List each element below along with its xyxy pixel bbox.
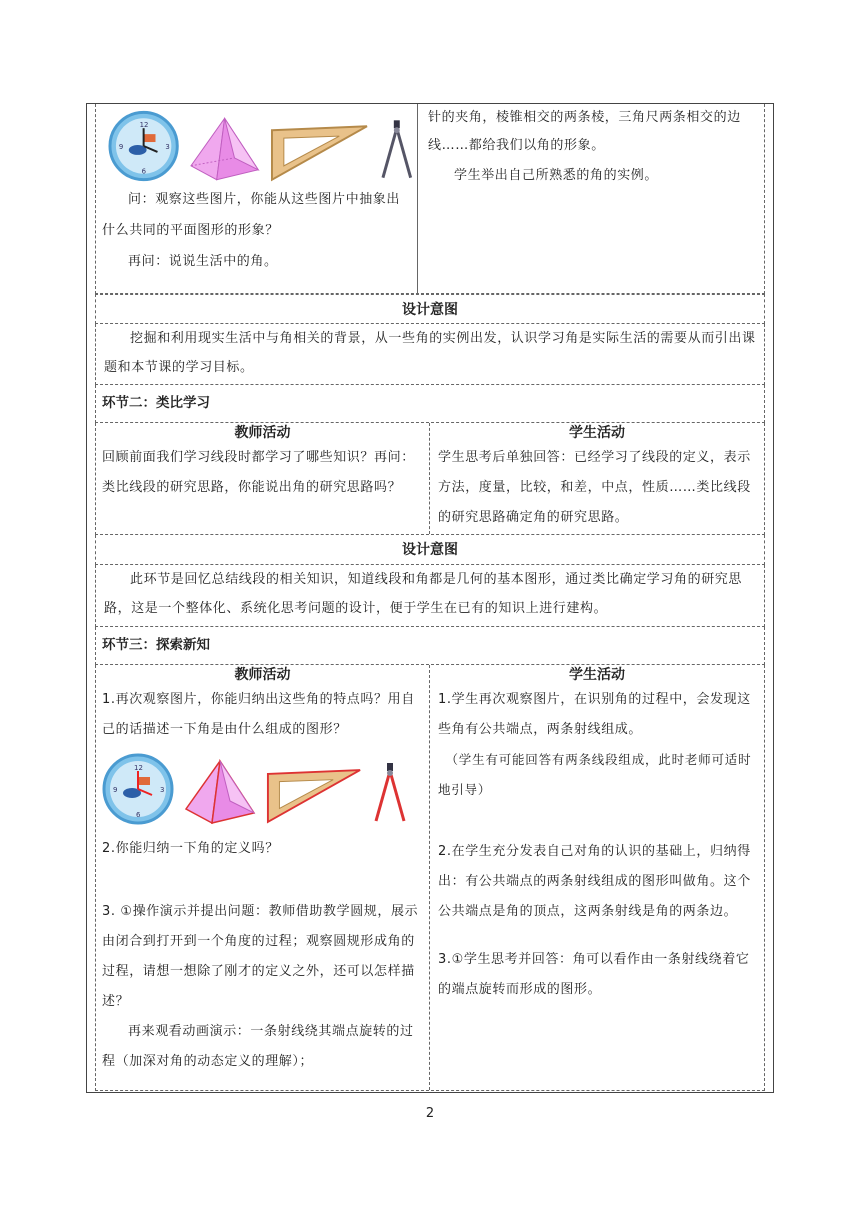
section-3-s3: 3.①学生思考并回答：角可以看作由一条射线绕着它的端点旋转而形成的图形。	[438, 952, 750, 997]
svg-text:12: 12	[139, 121, 149, 130]
section-2-student-head: 学生活动	[569, 425, 625, 441]
compass-icon	[377, 118, 417, 182]
picture-strip	[96, 104, 417, 182]
section-3-teacher-head: 教师活动	[234, 667, 291, 683]
row-design-1-text	[95, 324, 765, 385]
row-section-2	[95, 385, 765, 423]
section-3-title: 环节三：探索新知	[102, 637, 210, 653]
intro-followup: 再问：说说生活中的角。	[128, 254, 278, 269]
design-1-title: 设计意图	[402, 302, 458, 318]
row-section-2-body	[95, 423, 765, 535]
svg-text:3: 3	[160, 786, 165, 794]
page-number: 2	[425, 1106, 435, 1121]
design-2-title: 设计意图	[402, 542, 458, 558]
lesson-table	[86, 103, 774, 1093]
design-2-text: 此环节是回忆总结线段的相关知识，知道线段和角都是几何的基本图形，通过类比确定学习角的研究思路，这是一个整体化、系统化思考问题的设计，便于学生在已有的知识上进行建构。	[104, 572, 743, 616]
svg-text:6: 6	[136, 811, 141, 819]
section-3-s1b: （学生有可能回答有两条线段组成，此时老师可适时地引导）	[438, 752, 752, 797]
intro-right-cell	[418, 104, 764, 293]
svg-text:12: 12	[134, 764, 143, 772]
section-3-t1: 1.再次观察图片，你能归纳出这些角的特点吗？用自己的话描述一下角是由什么组成的图形？	[102, 692, 415, 737]
svg-text:9: 9	[113, 786, 118, 794]
intro-examples: 学生举出自己所熟悉的角的实例。	[454, 168, 659, 183]
section-2-teacher-text: 回顾前面我们学习线段时都学习了哪些知识？再问：类比线段的研究思路，你能说出角的研究思路吗？	[102, 450, 415, 495]
section-2-teacher-head: 教师活动	[234, 425, 291, 441]
section-3-student-head: 学生活动	[569, 667, 625, 683]
section-3-teacher	[96, 665, 430, 1090]
row-design-2-text	[95, 565, 765, 627]
row-design-2-title	[95, 535, 765, 565]
intro-answer: 针的夹角，棱锥相交的两条棱，三角尺两条相交的边线……都给我们以角的形象。	[428, 110, 741, 153]
section-3-t3: 3. ①操作演示并提出问题：教师借助教学圆规，展示由闭合到打开到一个角度的过程；观察圆规形成角的过程，请想一想除了刚才的定义之外，还可以怎样描述？	[102, 904, 419, 1009]
clock-icon	[102, 753, 174, 825]
section-3-s1: 1.学生再次观察图片，在识别角的过程中，会发现这些角有公共端点，两条射线组成。	[438, 692, 751, 737]
svg-text:3: 3	[165, 142, 170, 151]
intro-question: 问：观察这些图片，你能从这些图片中抽象出什么共同的平面图形的形象？	[102, 192, 401, 238]
svg-text:9: 9	[118, 142, 124, 151]
section-3-t2: 2.你能归纳一下角的定义吗？	[102, 841, 279, 856]
section-2-title: 环节二：类比学习	[102, 395, 210, 411]
svg-text:6: 6	[141, 167, 147, 176]
row-section-3-body	[95, 665, 765, 1091]
row-intro	[95, 104, 765, 294]
design-1-text: 挖掘和利用现实生活中与角相关的背景，从一些角的实例出发，认识学习角是实际生活的需要从而引出课题和本节课的学习目标。	[104, 331, 756, 375]
row-design-1-title	[95, 294, 765, 324]
picture-strip-2	[96, 745, 429, 825]
section-2-teacher	[96, 423, 430, 534]
intro-left-cell	[96, 104, 418, 293]
clock-icon	[108, 110, 179, 182]
compass-icon	[370, 761, 410, 825]
section-3-student	[430, 665, 764, 1090]
section-3-s2: 2.在学生充分发表自己对角的认识的基础上，归纳得出：有公共端点的两条射线组成的图形叫做角。这个公共端点是角的顶点，这两条射线是角的两条边。	[438, 844, 751, 919]
section-2-student-text: 学生思考后单独回答：已经学习了线段的定义，表示方法，度量，比较，和差，中点，性质……类比线段的研究思路确定角的研究思路。	[438, 450, 751, 525]
set-square-icon	[266, 767, 362, 825]
set-square-icon	[270, 124, 369, 182]
pyramid-icon	[182, 759, 258, 825]
pyramid-icon	[187, 116, 262, 182]
section-3-t4: 再来观看动画演示：一条射线绕其端点旋转的过程（加深对角的动态定义的理解）；	[102, 1024, 414, 1069]
row-section-3	[95, 627, 765, 665]
section-2-student	[430, 423, 764, 534]
